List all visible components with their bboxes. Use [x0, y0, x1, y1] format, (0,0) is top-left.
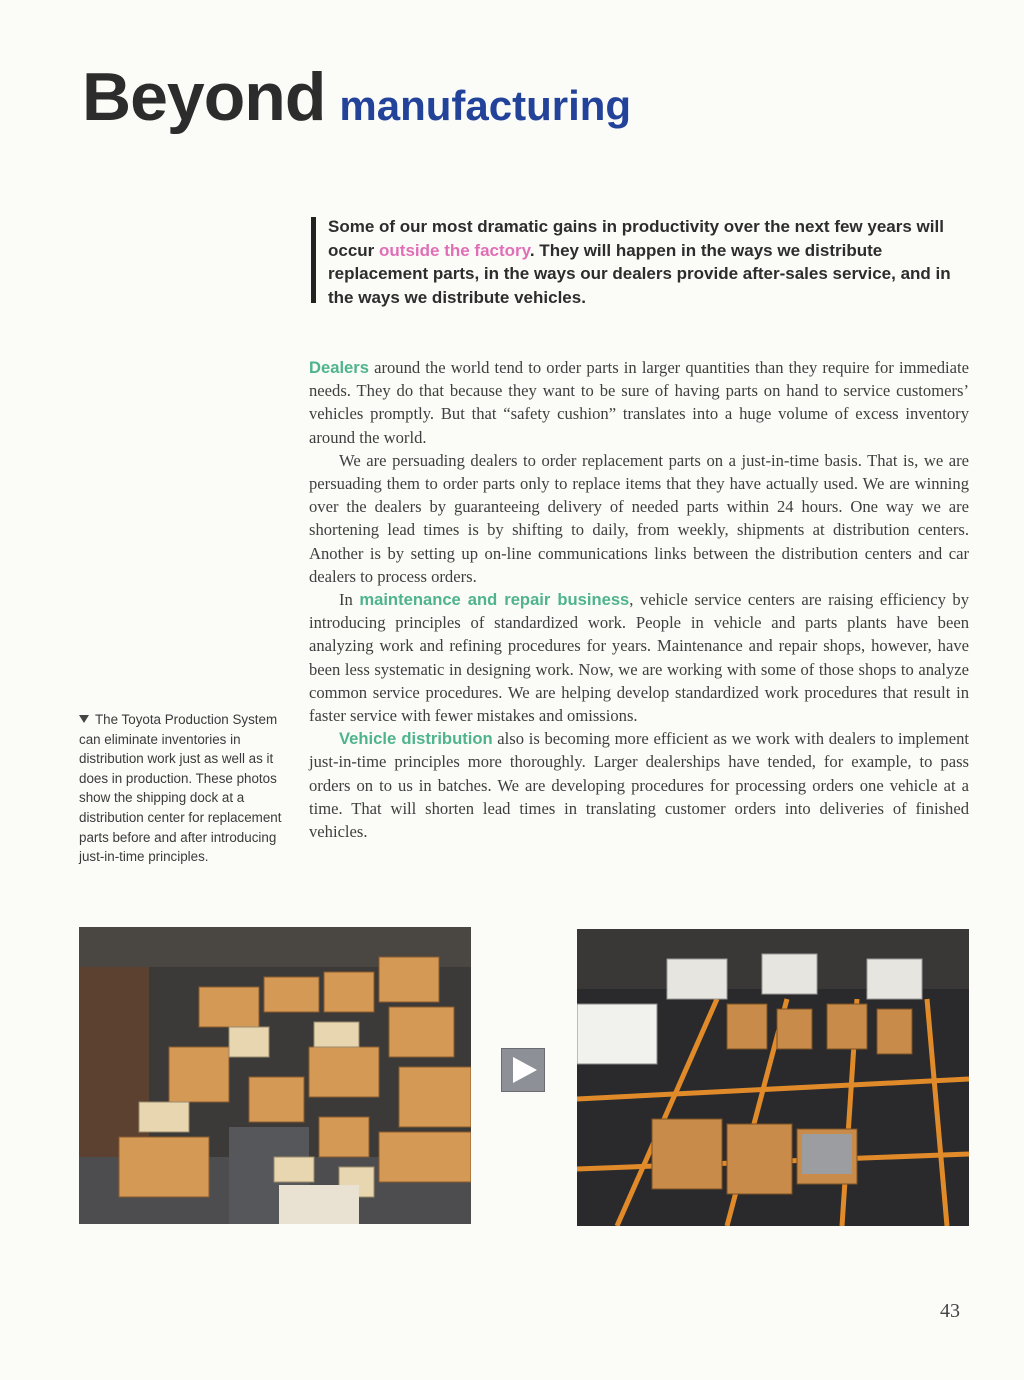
body-text [309, 356, 969, 843]
before-photo [79, 927, 471, 1224]
lead-text-before: Some of our most dramatic gains in productivity over the next few years will occur [328, 217, 944, 260]
paragraph-text: We are persuading dealers to order replacement parts on a just-in-time basis. That is, we are persuading them to order parts only to replace items that they have actually used. We are winning over the dealers by guaranteeing delivery of needed parts within 24 hours. One way we are shortening lead times is by shifting to daily, from weekly, shipments at distribution centers. Another is by setting up on-line communications links between the distribution centers and car dealers to process orders. [309, 450, 969, 586]
title-main: Beyond [82, 59, 326, 135]
lead-highlight: outside the factory [379, 240, 530, 260]
paragraph-jit [309, 449, 969, 588]
cluttered-warehouse-photo-icon [79, 927, 471, 1224]
paragraph-lead: In [339, 590, 360, 610]
photo-caption [79, 710, 293, 867]
caption-text: The Toyota Production System can eliminate inventories in distribution work just as well as it does in production. These photos show the shipping dock at a distribution center for replacement parts before and after introducing just-in-time principles. [79, 712, 282, 865]
keyword-vehicle-distribution: Vehicle distribution [339, 729, 493, 749]
after-photo [577, 929, 969, 1226]
lead-paragraph [328, 215, 968, 309]
title-sub: manufacturing [339, 82, 632, 129]
caption-triangle-icon [79, 715, 89, 723]
paragraph-dealers [309, 356, 969, 449]
paragraph-vehicle-distribution [309, 727, 969, 843]
page-title [82, 58, 631, 136]
paragraph-maintenance [309, 588, 969, 727]
paragraph-text: , vehicle service centers are raising efficiency by introducing principles of standardized work. People in vehicle and parts plants have been analyzing work and refining procedures for years. Maintenance and repair shops, however, have been less systematic in designing work. Now, we are working with some of those shops to analyze common service procedures. We are helping develop standardized work procedures that result in faster service with fewer mistakes and omissions. [309, 590, 970, 726]
paragraph-text: also is becoming more efficient as we work with dealers to implement just-in-time principles more thoroughly. Larger dealerships have tended, for example, to pass orders on to us in batches. We are developing procedures for processing orders one vehicle at a time. That will shorten lead times in translating customer orders into deliveries of finished vehicles. [309, 729, 969, 842]
play-arrow-icon [513, 1057, 537, 1083]
before-after-arrow [501, 1048, 545, 1092]
lead-rule [311, 217, 316, 303]
keyword-maintenance: maintenance and repair business [359, 590, 630, 610]
lead-text-after: . They will happen in the ways we distribute replacement parts, in the ways our dealers provide after-sales service, and in the ways we distribute vehicles. [328, 240, 951, 307]
organized-dock-photo-icon [577, 929, 969, 1226]
page-number: 43 [940, 1300, 960, 1322]
keyword-dealers: Dealers [309, 358, 369, 377]
paragraph-text: around the world tend to order parts in larger quantities than they require for immediate needs. They do that because they want to be sure of having parts on hand to service customers’ vehicles promptly. But that “safety cushion” translates into a huge volume of excess inventory around the world. [309, 358, 969, 447]
